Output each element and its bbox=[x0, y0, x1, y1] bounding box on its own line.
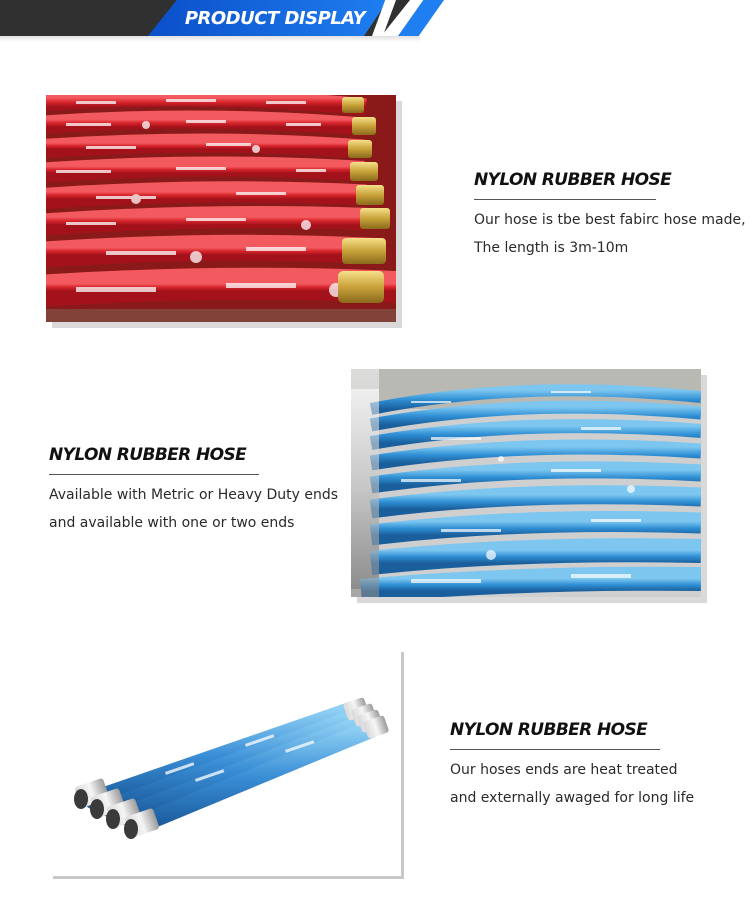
product-description-line: Our hose is tbe best fabirc hose made, bbox=[474, 212, 746, 228]
product-description-line: and externally awaged for long life bbox=[450, 790, 695, 806]
product-description-line: The length is 3m-10m bbox=[474, 240, 629, 256]
product-description-line: Available with Metric or Heavy Duty ends bbox=[49, 487, 339, 503]
product-heading: NYLON RUBBER HOSE bbox=[49, 445, 247, 465]
product-description-line: and available with one or two ends bbox=[49, 515, 295, 531]
product-heading: NYLON RUBBER HOSE bbox=[474, 170, 672, 190]
section-banner bbox=[0, 0, 750, 36]
product-text-block bbox=[49, 445, 339, 537]
heading-divider bbox=[474, 199, 656, 200]
product-text-block bbox=[450, 720, 695, 812]
red-rubber-hoses-photo bbox=[46, 95, 396, 322]
product-heading: NYLON RUBBER HOSE bbox=[450, 720, 648, 740]
blue-rubber-hoses-photo bbox=[351, 369, 701, 597]
product-text-block bbox=[474, 170, 746, 262]
blue-hoses-with-steel-ends-photo bbox=[55, 654, 400, 874]
heading-divider bbox=[49, 474, 259, 475]
banner-title: PRODUCT DISPLAY bbox=[184, 8, 366, 29]
heading-divider bbox=[450, 749, 660, 750]
product-description-line: Our hoses ends are heat treated bbox=[450, 762, 678, 778]
banner-shadow bbox=[0, 36, 420, 42]
